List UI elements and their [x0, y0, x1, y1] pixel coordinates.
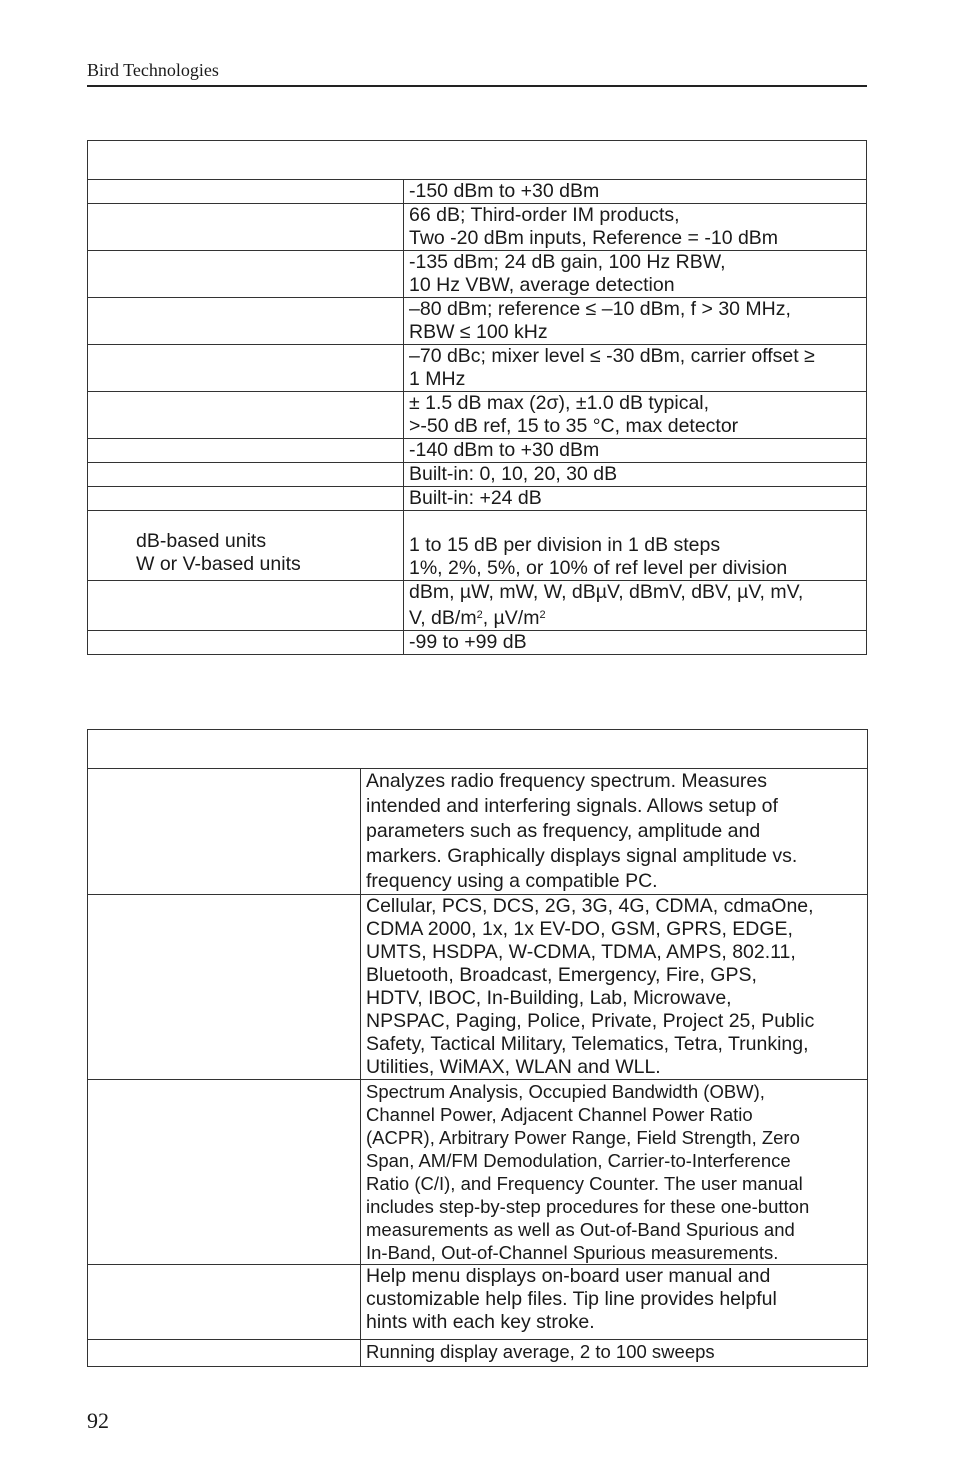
spec-value-cell: 66 dB; Third-order IM products, Two -20 dBm inputs, Reference = -10 dBm — [404, 204, 867, 251]
table-row — [88, 180, 867, 204]
spec-value-cell: -140 dBm to +30 dBm — [404, 439, 867, 463]
table-row — [88, 1340, 868, 1367]
spec-label-cell — [88, 1265, 361, 1340]
spec-value-cell: –80 dBm; reference ≤ –10 dBm, f > 30 MHz, RBW ≤ 100 kHz — [404, 298, 867, 345]
features-spec-table — [87, 729, 868, 1367]
page-number: 92 — [87, 1408, 109, 1433]
table-title-row — [88, 141, 867, 180]
spec-value-cell: dBm, µW, mW, W, dBµV, dBmV, dBV, µV, mV, V, $dB/m^2$, $\mu V/m^2$ — [404, 581, 867, 631]
table-title-cell — [88, 730, 868, 769]
spec-label-cell — [88, 895, 361, 1080]
table-row — [88, 1080, 868, 1265]
table-row — [88, 392, 867, 439]
spec-label-cell — [88, 345, 404, 392]
spec-value-cell: Cellular, PCS, DCS, 2G, 3G, 4G, CDMA, cdmaOne, CDMA 2000, 1x, 1x EV-DO, GSM, GPRS, EDGE, UMTS, HSDPA, W-CDMA, TDMA, AMPS, 802.11, Bluetooth, Broadcast, Emergency, Fire, GPS, HDTV, IBOC, In-Building, Lab, Microwave, NPSPAC, Paging, Police, Private, Project 25, Public Safety, Tactical Military, Telematics, Tetra, Trunking, Utilities, WiMAX, WLAN and WLL. — [361, 895, 868, 1080]
table-row — [88, 204, 867, 251]
spec-value-cell: 1 to 15 dB per division in 1 dB steps 1%, 2%, 5%, or 10% of ref level per division — [404, 511, 867, 581]
table-row — [88, 345, 867, 392]
table-title-cell — [88, 141, 867, 180]
spec-label-cell — [88, 180, 404, 204]
header-rule — [87, 85, 867, 87]
table-row — [88, 439, 867, 463]
table-row — [88, 631, 867, 655]
spec-label-cell — [88, 1340, 361, 1367]
table-row — [88, 463, 867, 487]
table-row — [88, 487, 867, 511]
spec-value-cell: Help menu displays on-board user manual and customizable help files. Tip line provides helpful hints with each key stroke. — [361, 1265, 868, 1340]
spec-value-cell: Running display average, 2 to 100 sweeps — [361, 1340, 868, 1367]
spec-label-cell — [88, 392, 404, 439]
spec-value-cell: ± 1.5 dB max (2σ), ±1.0 dB typical, >-50 dB ref, 15 to 35 °C, max detector — [404, 392, 867, 439]
table-row — [88, 1265, 868, 1340]
spec-value-cell: -135 dBm; 24 dB gain, 100 Hz RBW, 10 Hz VBW, average detection — [404, 251, 867, 298]
spec-label-cell — [88, 251, 404, 298]
spec-value-cell: -99 to +99 dB — [404, 631, 867, 655]
table-row — [88, 769, 868, 895]
table-row — [88, 251, 867, 298]
table-row — [88, 511, 867, 581]
spec-label-cell — [88, 769, 361, 895]
spec-value-cell: –70 dBc; mixer level ≤ -30 dBm, carrier offset ≥ 1 MHz — [404, 345, 867, 392]
spec-value-cell: Spectrum Analysis, Occupied Bandwidth (OBW), Channel Power, Adjacent Channel Power Ratio (ACPR), Arbitrary Power Range, Field Strength, Zero Span, AM/FM Demodulation, Carrier-to-Interference Ratio (C/I), and Frequency Counter. The user manual includes step-by-step procedures for these one-button measurements as well as Out-of-Band Spurious and In-Band, Out-of-Channel Spurious measurements. — [361, 1080, 868, 1265]
table-row — [88, 581, 867, 631]
spec-value-cell: Built-in: 0, 10, 20, 30 dB — [404, 463, 867, 487]
table-title-row — [88, 730, 868, 769]
spec-label-cell — [88, 487, 404, 511]
spec-label-cell — [88, 463, 404, 487]
spec-label-cell — [88, 1080, 361, 1265]
amplitude-spec-table — [87, 140, 867, 655]
spec-label-cell — [88, 631, 404, 655]
running-header: Bird Technologies — [87, 60, 219, 80]
spec-label-cell — [88, 581, 404, 631]
spec-value-cell: -150 dBm to +30 dBm — [404, 180, 867, 204]
table-row — [88, 298, 867, 345]
spec-label-cell: dB-based units W or V-based units — [88, 511, 404, 581]
spec-label-cell — [88, 204, 404, 251]
spec-value-cell: Analyzes radio frequency spectrum. Measures intended and interfering signals. Allows setup of parameters such as frequency, amplitude and markers. Graphically displays signal amplitude vs. frequency using a compatible PC. — [361, 769, 868, 895]
spec-label-cell — [88, 439, 404, 463]
spec-value-cell: Built-in: +24 dB — [404, 487, 867, 511]
spec-label-cell — [88, 298, 404, 345]
table-row — [88, 895, 868, 1080]
